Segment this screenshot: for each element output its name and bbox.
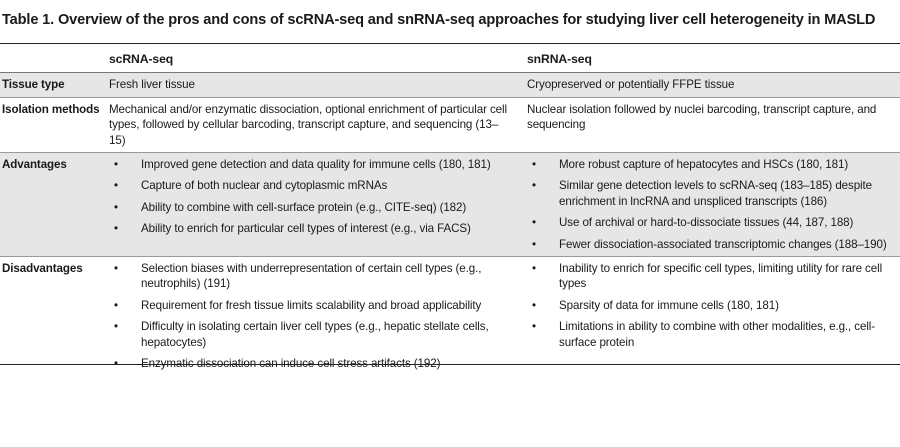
scrna-cell — [109, 153, 527, 257]
list-item — [527, 215, 900, 230]
scrna-cell — [109, 257, 527, 376]
list-item — [527, 157, 900, 172]
table-caption: Table 1. Overview of the pros and cons of scRNA-seq and snRNA-seq approaches for studying liver cell heterogeneity in MASLD — [2, 12, 876, 28]
snrna-cell: Cryopreserved or potentially FFPE tissue — [527, 73, 900, 97]
list-item — [109, 261, 507, 292]
row-label: Advantages — [0, 153, 109, 257]
bullet-icon: • — [114, 222, 118, 236]
list-item-text: Ability to enrich for particular cell types of interest (e.g., via FACS) — [141, 222, 471, 236]
bullet-icon: • — [114, 179, 118, 193]
bullet-icon: • — [532, 237, 536, 251]
top-rule — [0, 43, 900, 44]
row-label: Tissue type — [0, 73, 109, 97]
row-advantages — [0, 153, 900, 257]
list-item-text: More robust capture of hepatocytes and HSCs (180, 181) — [559, 158, 849, 172]
bullet-icon: • — [532, 320, 536, 334]
row-label: Disadvantages — [0, 257, 109, 376]
list-item-text: Use of archival or hard-to-dissociate tissues (44, 187, 188) — [559, 216, 854, 230]
list-item-text: Capture of both nuclear and cytoplasmic mRNAs — [141, 179, 388, 193]
list-item — [109, 178, 527, 193]
bullet-icon: • — [114, 200, 118, 214]
list-item-text: Similar gene detection levels to scRNA-seq (183–185) despite enrichment in lncRNA and unspliced transcripts (186) — [559, 179, 872, 208]
list-item-text: Fewer dissociation-associated transcriptomic changes (188–190) — [559, 237, 887, 251]
snrna-cell — [527, 257, 900, 376]
bullet-icon: • — [114, 320, 118, 334]
bottom-rule — [0, 364, 900, 365]
row-tissue-type — [0, 73, 900, 97]
header-row — [0, 45, 900, 73]
bullet-list — [109, 157, 527, 237]
row-disadvantages — [0, 257, 900, 376]
bullet-icon: • — [532, 216, 536, 230]
bullet-icon: • — [532, 158, 536, 172]
snrna-cell — [527, 153, 900, 257]
list-item — [109, 298, 507, 313]
header-snrna-seq: snRNA-seq — [527, 52, 592, 66]
bullet-list — [527, 261, 890, 350]
list-item-text: Sparsity of data for immune cells (180, 181) — [559, 298, 779, 312]
list-item — [109, 157, 527, 172]
list-item — [527, 178, 900, 209]
bullet-icon: • — [532, 262, 536, 276]
row-label: Isolation methods — [0, 97, 109, 152]
snrna-cell: Nuclear isolation followed by nuclei barcoding, transcript capture, and sequencing — [527, 97, 900, 152]
list-item — [109, 200, 527, 215]
bullet-icon: • — [114, 262, 118, 276]
list-item-text: Difficulty in isolating certain liver cell types (e.g., hepatic stellate cells, hepatocytes) — [141, 320, 489, 349]
list-item-text: Selection biases with underrepresentation of certain cell types (e.g., neutrophils) (191) — [141, 262, 482, 291]
bullet-icon: • — [114, 357, 118, 371]
list-item — [527, 261, 890, 292]
list-item — [527, 319, 890, 350]
list-item-text: Requirement for fresh tissue limits scalability and broad applicability — [141, 298, 482, 312]
list-item-text: Limitations in ability to combine with other modalities, e.g., cell-surface protein — [559, 320, 876, 349]
list-item — [527, 237, 900, 252]
row-isolation-methods — [0, 97, 900, 152]
list-item — [527, 298, 890, 313]
header-scrna-seq: scRNA-seq — [109, 52, 174, 66]
list-item-text: Ability to combine with cell-surface protein (e.g., CITE-seq) (182) — [141, 200, 467, 214]
scrna-cell: Mechanical and/or enzymatic dissociation, optional enrichment of particular cell types, followed by cellular barcoding, transcript capture, and sequencing (13–15) — [109, 97, 527, 152]
scrna-cell: Fresh liver tissue — [109, 73, 527, 97]
list-item — [109, 221, 527, 236]
list-item-text: Inability to enrich for specific cell types, limiting utility for rare cell types — [559, 262, 883, 291]
list-item-text: Enzymatic dissociation can induce cell stress artifacts (192) — [141, 357, 441, 371]
comparison-table — [0, 45, 900, 376]
bullet-list — [527, 157, 900, 252]
bullet-icon: • — [114, 158, 118, 172]
bullet-icon: • — [114, 298, 118, 312]
list-item-text: Improved gene detection and data quality for immune cells (180, 181) — [141, 158, 491, 172]
bullet-list — [109, 261, 507, 371]
bullet-icon: • — [532, 298, 536, 312]
bullet-icon: • — [532, 179, 536, 193]
list-item — [109, 319, 507, 350]
header-empty — [0, 45, 109, 73]
